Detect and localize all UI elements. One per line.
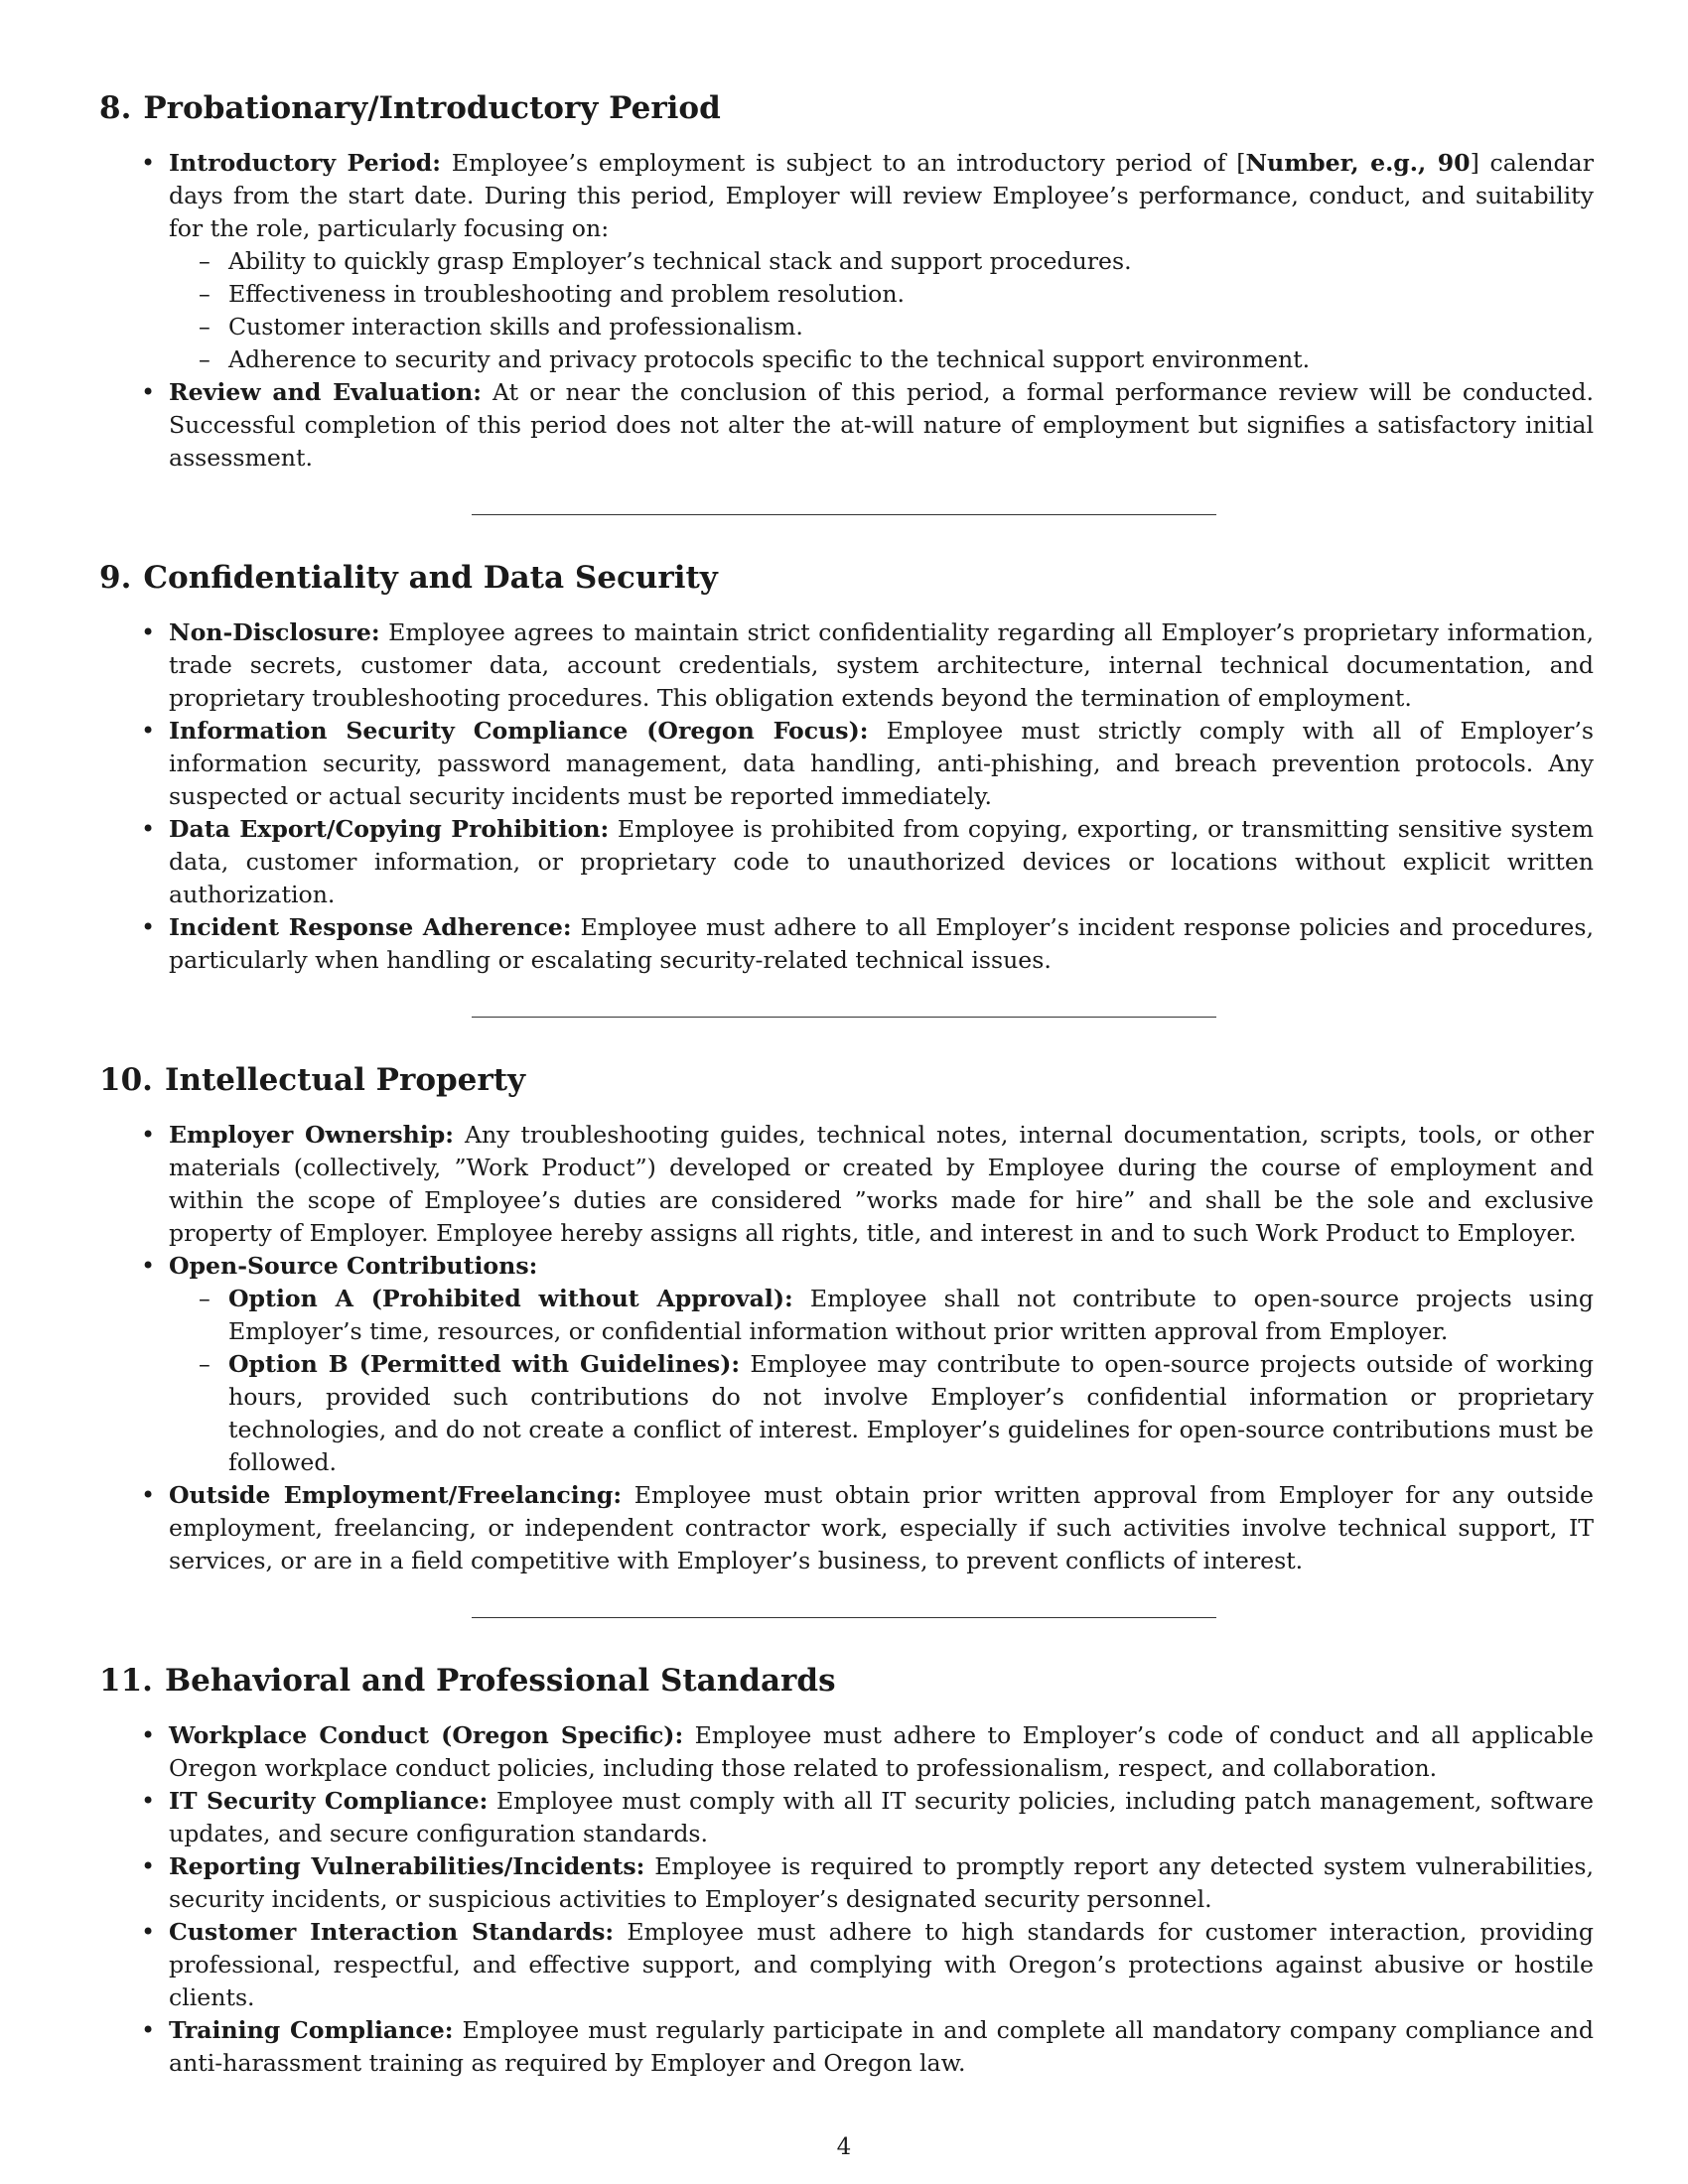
list-item: • Training Compliance: Employee must regularly participate in and complete all mandatory company compliance and anti-harassment training as required by Employer and Oregon law. [169,2014,1594,2080]
list-item: • Workplace Conduct (Oregon Specific): Employee must adhere to Employer’s code of conduct and all applicable Oregon workplace conduct policies, including those related to professionalism, respect, and collaboration. [169,1719,1594,1785]
section-9 [99,559,1594,977]
sub-list-item: – Adherence to security and privacy protocols specific to the technical support environment. [228,343,1594,376]
section-8 [99,89,1594,475]
sub-list-item: – Customer interaction skills and professionalism. [228,311,1594,343]
section-divider [472,1617,1216,1618]
list-item: • Introductory Period: Employee’s employment is subject to an introductory period of [Number, e.g., 90] calendar days from the start date. During this period, Employer will review Employee’s performance, conduct, and suitability for the role, particularly focusing on: – Ability to quickly grasp Employer’s technical stack and support procedures. – Effectiveness in troubleshooting and problem resolution. – Customer interaction skills and professionalism. – Adherence to security and privacy protocols specific to the technical support environment. [169,147,1594,376]
list-item: • Review and Evaluation: At or near the conclusion of this period, a formal performance review will be conducted. Successful completion of this period does not alter the at-will nature of employment but signifies a satisfactory initial assessment. [169,376,1594,475]
list-item: • Information Security Compliance (Oregon Focus): Employee must strictly comply with all of Employer’s information security, password management, data handling, anti-phishing, and breach prevention protocols. Any suspected or actual security incidents must be reported immediately. [169,715,1594,813]
section-heading: 11. Behavioral and Professional Standards [99,1663,836,1699]
list-item: • Customer Interaction Standards: Employee must adhere to high standards for customer interaction, providing professional, respectful, and effective support, and complying with Oregon’s protections against abusive or hostile clients. [169,1916,1594,2014]
sub-list [169,245,1594,376]
list-item: • Employer Ownership: Any troubleshooting guides, technical notes, internal documentation, scripts, tools, or other materials (collectively, ”Work Product”) developed or created by Employee during the course of employment and within the scope of Employee’s duties are considered ”works made for hire” and shall be the sole and exclusive property of Employer. Employee hereby assigns all rights, title, and interest in and to such Work Product to Employer. [169,1119,1594,1250]
section-heading: 8. Probationary/Introductory Period [99,90,721,126]
sub-list [169,1283,1594,1479]
section-divider [472,1017,1216,1018]
document-page [99,89,1594,2080]
bullet-list [99,616,1594,977]
list-item: • Non-Disclosure: Employee agrees to maintain strict confidentiality regarding all Employer’s proprietary information, trade secrets, customer data, account credentials, system architecture, internal technical documentation, and proprietary troubleshooting procedures. This obligation extends beyond the termination of employment. [169,616,1594,715]
bullet-list [99,1119,1594,1577]
list-item: • Reporting Vulnerabilities/Incidents: Employee is required to promptly report any detected system vulnerabilities, security incidents, or suspicious activities to Employer’s designated security personnel. [169,1850,1594,1916]
section-heading: 9. Confidentiality and Data Security [99,560,718,596]
sub-list-item: – Option A (Prohibited without Approval): Employee shall not contribute to open-source projects using Employer’s time, resources, or confidential information without prior written approval from Employer. [228,1283,1594,1348]
list-item: • Outside Employment/Freelancing: Employee must obtain prior written approval from Employer for any outside employment, freelancing, or independent contractor work, especially if such activities involve technical support, IT services, or are in a field competitive with Employer’s business, to prevent conflicts of interest. [169,1479,1594,1577]
list-item: • Incident Response Adherence: Employee must adhere to all Employer’s incident response policies and procedures, particularly when handling or escalating security-related technical issues. [169,911,1594,977]
page-number: 4 [836,2134,852,2160]
section-11 [99,1662,1594,2080]
bullet-list [99,1719,1594,2080]
list-item: • Data Export/Copying Prohibition: Employee is prohibited from copying, exporting, or transmitting sensitive system data, customer information, or proprietary code to unauthorized devices or locations without explicit written authorization. [169,813,1594,911]
sub-list-item: – Ability to quickly grasp Employer’s technical stack and support procedures. [228,245,1594,278]
sub-list-item: – Option B (Permitted with Guidelines): Employee may contribute to open-source projects outside of working hours, provided such contributions do not involve Employer’s confidential information or proprietary technologies, and do not create a conflict of interest. Employer’s guidelines for open-source contributions must be followed. [228,1348,1594,1479]
section-heading: 10. Intellectual Property [99,1062,526,1098]
list-item: • Open-Source Contributions: – Option A (Prohibited without Approval): Employee shall not contribute to open-source projects using Employer’s time, resources, or confidential information without prior written approval from Employer. – Option B (Permitted with Guidelines): Employee may contribute to open-source projects outside of working hours, provided such contributions do not involve Employer’s confidential information or proprietary technologies, and do not create a conflict of interest. Employer’s guidelines for open-source contributions must be followed. [169,1250,1594,1479]
bullet-list [99,147,1594,475]
section-10 [99,1061,1594,1577]
list-item: • IT Security Compliance: Employee must comply with all IT security policies, including patch management, software updates, and secure configuration standards. [169,1785,1594,1850]
section-divider [472,514,1216,515]
sub-list-item: – Effectiveness in troubleshooting and problem resolution. [228,278,1594,311]
